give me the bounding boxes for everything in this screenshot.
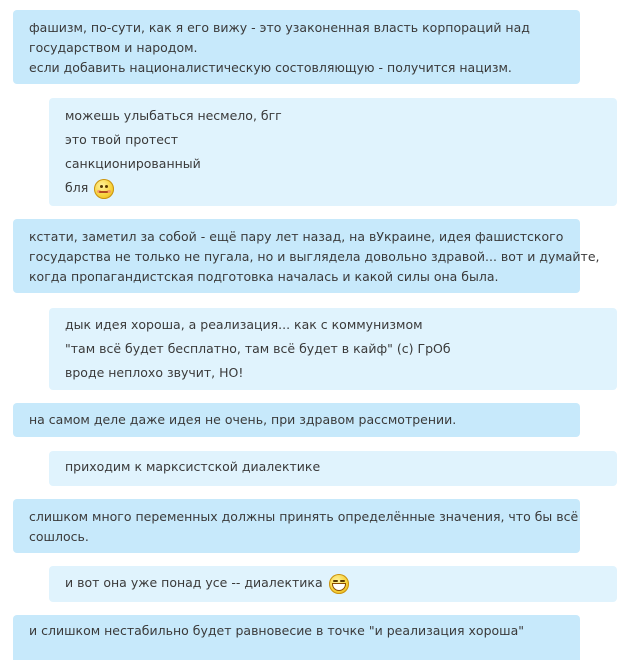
message-bubble-outgoing [49, 308, 617, 390]
message-line: на самом деле даже идея не очень, при здравом рассмотрении. [29, 412, 457, 427]
laughing-icon [329, 574, 349, 594]
message-bubble-incoming [13, 499, 580, 553]
message-bubble-incoming [13, 615, 580, 660]
message-line [65, 571, 603, 595]
message-line: можешь улыбаться несмело, бгг [65, 108, 282, 123]
message-line: приходим к марксистской диалектике [65, 459, 321, 474]
message-line: санкционированный [65, 156, 201, 171]
message-bubble-incoming [13, 403, 580, 437]
message-line: фашизм, по-сути, как я его вижу - это узаконенная власть корпораций над [29, 20, 530, 35]
message-line: кстати, заметил за собой - ещё пару лет назад, на вУкраине, идея фашистского [29, 229, 564, 244]
message-line: и слишком нестабильно будет равновесие в точке "и реализация хороша" [29, 623, 524, 638]
message-line [65, 176, 603, 200]
message-line: государства не только не пугала, но и выглядела довольно здравой... вот и думайте, [29, 249, 600, 264]
message-line: слишком много переменных должны принять определённые значения, что бы всё [29, 509, 579, 524]
shy-smile-icon [94, 179, 114, 199]
message-line: вроде неплохо звучит, НО! [65, 365, 244, 380]
message-bubble-outgoing [49, 566, 617, 602]
message-bubble-outgoing [49, 98, 617, 206]
message-line: сошлось. [29, 529, 89, 544]
message-bubble-outgoing [49, 451, 617, 486]
message-line: дык идея хороша, а реализация... как с коммунизмом [65, 317, 423, 332]
message-line: если добавить националистическую состовляющую - получится нацизм. [29, 60, 512, 75]
message-line: это твой протест [65, 132, 179, 147]
message-text: бля [65, 180, 89, 195]
message-text: и вот она уже понад усе -- диалектика [65, 575, 323, 590]
message-bubble-incoming [13, 219, 600, 293]
message-line: когда пропагандистская подготовка началась и какой силы она была. [29, 269, 499, 284]
message-line: государством и народом. [29, 40, 198, 55]
message-bubble-incoming [13, 10, 580, 84]
message-line: "там всё будет бесплатно, там всё будет в кайф" (с) ГрОб [65, 341, 451, 356]
